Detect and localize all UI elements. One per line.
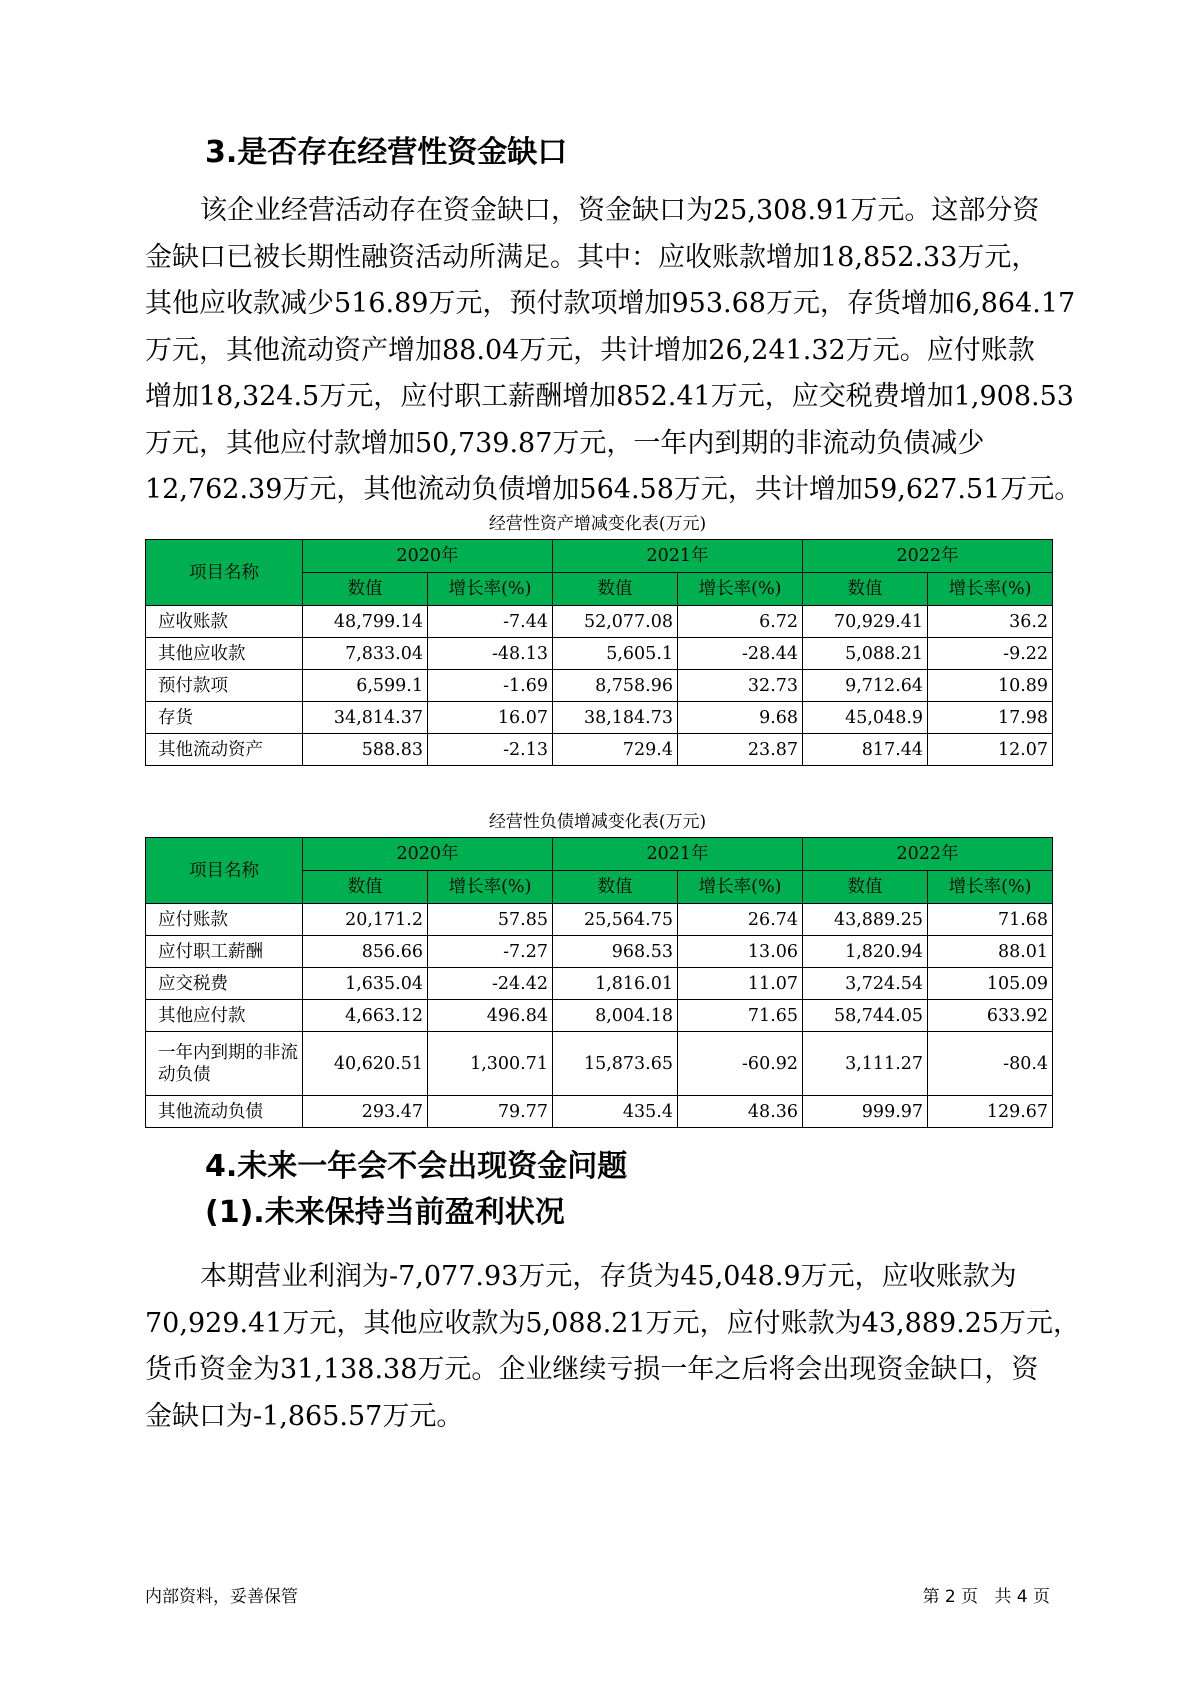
cell: -1.69	[428, 670, 553, 702]
cell: -80.4	[928, 1032, 1053, 1096]
table-row	[146, 968, 1053, 1000]
cell: 105.09	[928, 968, 1053, 1000]
section-heading-4: 4.未来一年会不会出现资金问题	[205, 1149, 628, 1184]
row-name-line: 一年内到期的非流	[158, 1042, 298, 1063]
cell: 5,088.21	[803, 638, 928, 670]
column-header-value: 数值	[553, 871, 678, 904]
cell: 496.84	[428, 1000, 553, 1032]
table-row	[146, 904, 1053, 936]
cell: 71.65	[678, 1000, 803, 1032]
cell: 8,758.96	[553, 670, 678, 702]
column-header-year: 2021年	[553, 838, 803, 871]
paragraph-line: 本期营业利润为-7,077.93万元，存货为45,048.9万元，应收账款为	[200, 1261, 1017, 1292]
cell: 25,564.75	[553, 904, 678, 936]
cell: 45,048.9	[803, 702, 928, 734]
table-header-row	[146, 540, 1053, 573]
cell: -24.42	[428, 968, 553, 1000]
cell: 588.83	[303, 734, 428, 766]
cell: 4,663.12	[303, 1000, 428, 1032]
cell: 9,712.64	[803, 670, 928, 702]
cell: 57.85	[428, 904, 553, 936]
paragraph-line: 货币资金为31,138.38万元。企业继续亏损一年之后将会出现资金缺口，资	[145, 1354, 1039, 1385]
paragraph-line: 万元，其他应付款增加50,739.87万元，一年内到期的非流动负债减少	[145, 427, 985, 459]
footer-confidential-note: 内部资料，妥善保管	[145, 1587, 298, 1607]
row-name: 存货	[146, 702, 303, 734]
section-heading-3: 3.是否存在经营性资金缺口	[205, 135, 568, 170]
column-header-year: 2022年	[803, 838, 1053, 871]
row-name: 其他应收款	[146, 638, 303, 670]
cell: 34,814.37	[303, 702, 428, 734]
row-name	[146, 1032, 303, 1096]
column-header-growth: 增长率(%)	[678, 573, 803, 606]
cell: 43,889.25	[803, 904, 928, 936]
cell: 52,077.08	[553, 606, 678, 638]
cell: 26.74	[678, 904, 803, 936]
cell: 9.68	[678, 702, 803, 734]
column-header-growth: 增长率(%)	[428, 573, 553, 606]
paragraph-line: 金缺口为-1,865.57万元。	[145, 1400, 464, 1432]
cell: 729.4	[553, 734, 678, 766]
cell: 633.92	[928, 1000, 1053, 1032]
column-header-year: 2021年	[553, 540, 803, 573]
row-name: 应付职工薪酬	[146, 936, 303, 968]
cell: 11.07	[678, 968, 803, 1000]
table-header-row	[146, 838, 1053, 871]
row-name: 应收账款	[146, 606, 303, 638]
cell: -28.44	[678, 638, 803, 670]
row-name-line: 动负债	[158, 1064, 211, 1085]
paragraph-line: 70,929.41万元，其他应收款为5,088.21万元，应付账款为43,889.25万元，	[145, 1307, 1081, 1339]
paragraph-line: 其他应收款减少516.89万元，预付款项增加953.68万元，存货增加6,864.17	[145, 288, 1076, 319]
cell: 48.36	[678, 1096, 803, 1128]
column-header-year: 2022年	[803, 540, 1053, 573]
column-header-value: 数值	[303, 573, 428, 606]
cell: 20,171.2	[303, 904, 428, 936]
cell: 13.06	[678, 936, 803, 968]
cell: 79.77	[428, 1096, 553, 1128]
cell: 15,873.65	[553, 1032, 678, 1096]
row-name: 其他流动负债	[146, 1096, 303, 1128]
cell: 856.66	[303, 936, 428, 968]
table-row	[146, 702, 1053, 734]
operating-assets-table	[145, 539, 1053, 766]
cell: 17.98	[928, 702, 1053, 734]
column-header-growth: 增长率(%)	[928, 573, 1053, 606]
cell: 435.4	[553, 1096, 678, 1128]
cell: 1,300.71	[428, 1032, 553, 1096]
cell: 40,620.51	[303, 1032, 428, 1096]
cell: 32.73	[678, 670, 803, 702]
cell: 5,605.1	[553, 638, 678, 670]
cell: 88.01	[928, 936, 1053, 968]
cell: 1,635.04	[303, 968, 428, 1000]
cell: 293.47	[303, 1096, 428, 1128]
row-name: 预付款项	[146, 670, 303, 702]
column-header-value: 数值	[303, 871, 428, 904]
table-row	[146, 1032, 1053, 1096]
row-name: 应付账款	[146, 904, 303, 936]
cell: -7.44	[428, 606, 553, 638]
cell: 7,833.04	[303, 638, 428, 670]
table-row	[146, 606, 1053, 638]
cell: -7.27	[428, 936, 553, 968]
column-header-growth: 增长率(%)	[678, 871, 803, 904]
cell: 1,816.01	[553, 968, 678, 1000]
cell: 36.2	[928, 606, 1053, 638]
column-header-growth: 增长率(%)	[928, 871, 1053, 904]
table-caption-assets: 经营性资产增减变化表(万元)	[488, 514, 707, 534]
cell: 8,004.18	[553, 1000, 678, 1032]
cell: 71.68	[928, 904, 1053, 936]
cell: 968.53	[553, 936, 678, 968]
row-name: 其他应付款	[146, 1000, 303, 1032]
cell: 6,599.1	[303, 670, 428, 702]
operating-liabilities-table	[145, 837, 1053, 1128]
paragraph-line: 12,762.39万元，其他流动负债增加564.58万元，共计增加59,627.51万元。	[145, 474, 1082, 505]
column-header-name: 项目名称	[146, 540, 303, 606]
column-header-value: 数值	[803, 573, 928, 606]
table-caption-liabilities: 经营性负债增减变化表(万元)	[488, 812, 707, 832]
cell: -60.92	[678, 1032, 803, 1096]
paragraph-funding-gap	[145, 188, 1082, 514]
column-header-growth: 增长率(%)	[428, 871, 553, 904]
table-row	[146, 638, 1053, 670]
cell: 48,799.14	[303, 606, 428, 638]
footer-page-number: 第 2 页 共 4 页	[922, 1587, 1050, 1607]
table-row	[146, 1096, 1053, 1128]
cell: 10.89	[928, 670, 1053, 702]
paragraph-future-funding	[145, 1254, 1081, 1440]
row-name: 其他流动资产	[146, 734, 303, 766]
column-header-value: 数值	[553, 573, 678, 606]
column-header-value: 数值	[803, 871, 928, 904]
cell: 1,820.94	[803, 936, 928, 968]
cell: 129.67	[928, 1096, 1053, 1128]
cell: 38,184.73	[553, 702, 678, 734]
cell: -9.22	[928, 638, 1053, 670]
cell: 16.07	[428, 702, 553, 734]
cell: 6.72	[678, 606, 803, 638]
paragraph-line: 该企业经营活动存在资金缺口，资金缺口为25,308.91万元。这部分资	[200, 195, 1040, 226]
cell: 58,744.05	[803, 1000, 928, 1032]
cell: 23.87	[678, 734, 803, 766]
paragraph-line: 增加18,324.5万元，应付职工薪酬增加852.41万元，应交税费增加1,908.53	[145, 381, 1074, 412]
table-row	[146, 936, 1053, 968]
cell: -48.13	[428, 638, 553, 670]
cell: 3,111.27	[803, 1032, 928, 1096]
cell: 70,929.41	[803, 606, 928, 638]
cell: 817.44	[803, 734, 928, 766]
cell: 12.07	[928, 734, 1053, 766]
table-row	[146, 670, 1053, 702]
cell: -2.13	[428, 734, 553, 766]
column-header-year: 2020年	[303, 540, 553, 573]
table-row	[146, 1000, 1053, 1032]
subsection-heading: (1).未来保持当前盈利状况	[205, 1195, 565, 1230]
table-row	[146, 734, 1053, 766]
paragraph-line: 金缺口已被长期性融资活动所满足。其中：应收账款增加18,852.33万元，	[145, 241, 1039, 273]
row-name: 应交税费	[146, 968, 303, 1000]
column-header-year: 2020年	[303, 838, 553, 871]
paragraph-line: 万元，其他流动资产增加88.04万元，共计增加26,241.32万元。应付账款	[145, 334, 1035, 366]
cell: 999.97	[803, 1096, 928, 1128]
cell: 3,724.54	[803, 968, 928, 1000]
column-header-name: 项目名称	[146, 838, 303, 904]
